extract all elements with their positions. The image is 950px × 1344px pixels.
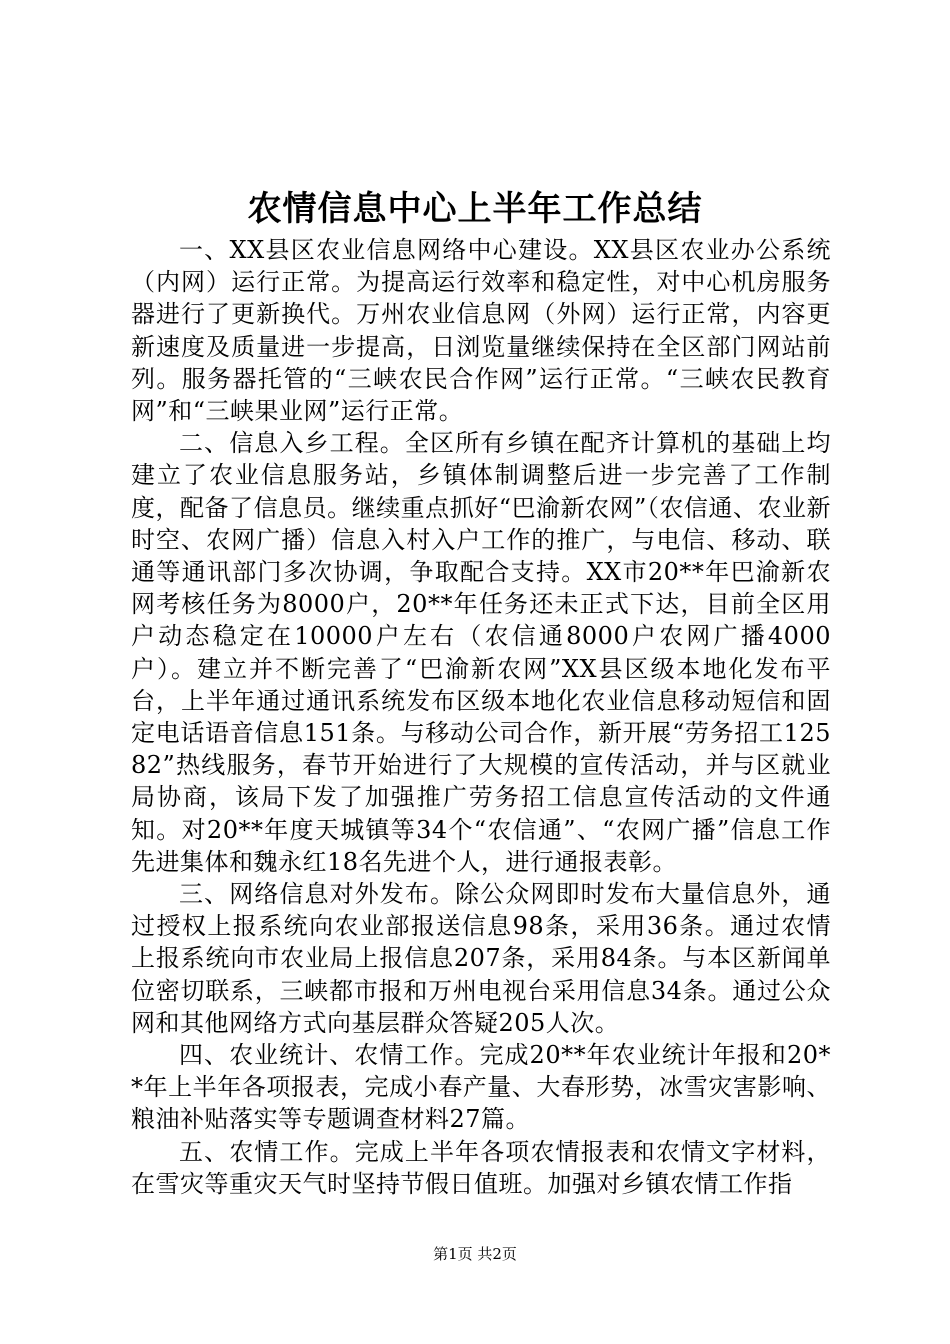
document-body [131, 234, 831, 1200]
paragraph-agri-statistics: 四、农业统计、农情工作。完成20**年农业统计年报和20**年上半年各项报表，完成小春产量、大春形势，冰雪灾害影响、粮油补贴落实等专题调查材料27篇。 [131, 1041, 831, 1134]
page-number-footer: 第1页 共2页 [433, 1245, 517, 1263]
paragraph-external-release: 三、网络信息对外发布。除公众网即时发布大量信息外，通过授权上报系统向农业部报送信息98条，采用36条。通过农情上报系统向市农业局上报信息207条，采用84条。与本区新闻单位密切联系，三峡都市报和万州电视台采用信息34条。通过公众网和其他网络方式向基层群众答疑205人次。 [131, 880, 831, 1037]
paragraph-network-center: 一、XX县区农业信息网络中心建设。XX县区农业办公系统（内网）运行正常。为提高运行效率和稳定性，对中心机房服务器进行了更新换代。万州农业信息网（外网）运行正常，内容更新速度及质量进一步提高，日浏览量继续保持在全区部门网站前列。服务器托管的“三峡农民合作网”运行正常。“三峡农民教育网”和“三峡果业网”运行正常。 [131, 236, 831, 426]
document-title: 农情信息中心上半年工作总结 [247, 189, 703, 229]
paragraph-agri-conditions: 五、农情工作。完成上半年各项农情报表和农情文字材料，在雪灾等重灾天气时坚持节假日值班。加强对乡镇农情工作指 [131, 1137, 831, 1198]
paragraph-info-to-villages: 二、信息入乡工程。全区所有乡镇在配齐计算机的基础上均建立了农业信息服务站，乡镇体制调整后进一步完善了工作制度，配备了信息员。继续重点抓好“巴渝新农网”（农信通、农业新时空、农网广播）信息入村入户工作的推广，与电信、移动、联通等通讯部门多次协调，争取配合支持。XX市20**年巴渝新农网考核任务为8000户，20**年任务还未正式下达，目前全区用户动态稳定在10000户左右（农信通8000户农网广播4000户）。建立并不断完善了“巴渝新农网”XX县区级本地化发布平台，上半年通过通讯系统发布区级本地化农业信息移动短信和固定电话语音信息151条。与移动公司合作，新开展“劳务招工12582”热线服务，春节开始进行了大规模的宣传活动，并与区就业局协商，该局下发了加强推广劳务招工信息宣传活动的文件通知。对20**年度天城镇等34个“农信通”、“农网广播”信息工作先进集体和魏永红18名先进个人，进行通报表彰。 [131, 429, 831, 876]
